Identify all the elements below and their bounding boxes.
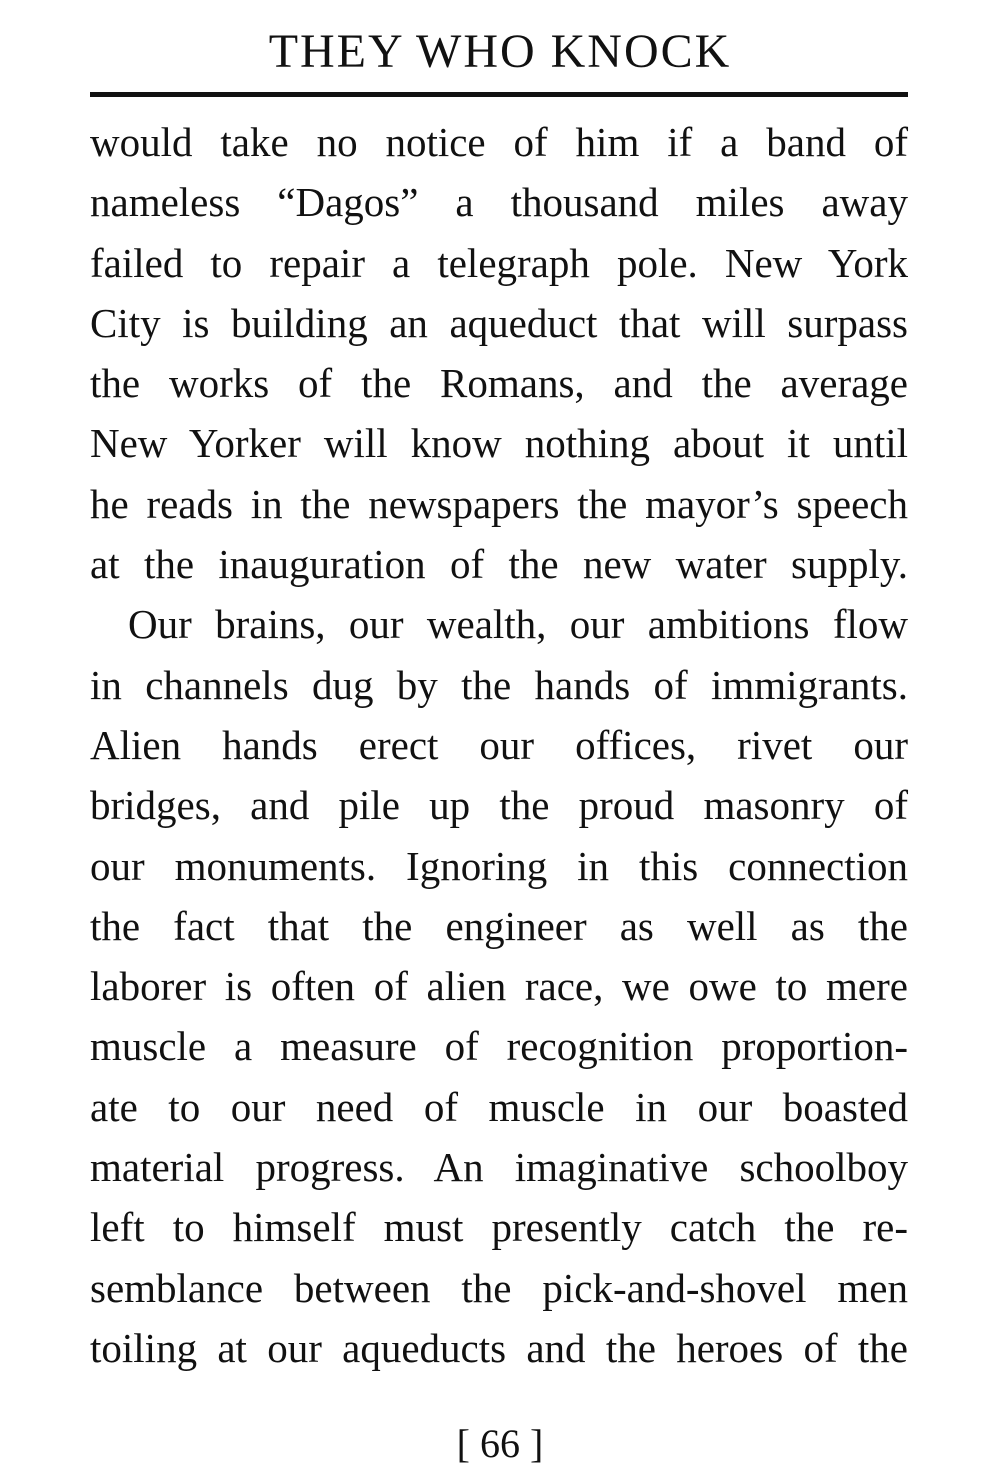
text-line: bridges, and pile up the proud masonry of <box>90 782 908 829</box>
text-line: in channels dug by the hands of immigrants. <box>90 661 908 708</box>
text-line: laborer is often of alien race, we owe to mere <box>90 963 908 1010</box>
text-line: City is building an aqueduct that will surpass <box>90 299 908 346</box>
text-line: toiling at our aqueducts and the heroes of the <box>90 1324 908 1371</box>
paragraph-2 <box>90 594 908 1378</box>
text-line: he reads in the newspapers the mayor’s speech <box>90 480 908 527</box>
text-line: material progress. An imaginative schoolboy <box>90 1144 908 1191</box>
text-line: the works of the Romans, and the average <box>90 360 908 407</box>
body-text <box>90 112 908 1378</box>
header-rule <box>90 92 908 97</box>
text-line: semblance between the pick-and-shovel men <box>90 1264 908 1311</box>
text-line: at the inauguration of the new water supply. <box>90 541 908 588</box>
text-line: left to himself must presently catch the re- <box>90 1204 908 1251</box>
text-line: nameless “Dagos” a thousand miles away <box>90 179 908 226</box>
text-line: failed to repair a telegraph pole. New York <box>90 239 908 286</box>
text-line: our monuments. Ignoring in this connection <box>90 842 908 889</box>
running-title: THEY WHO KNOCK <box>268 25 732 78</box>
text-line: Our brains, our wealth, our ambitions flow <box>128 601 908 648</box>
text-line: ate to our need of muscle in our boasted <box>90 1083 908 1130</box>
text-line: Alien hands erect our offices, rivet our <box>90 721 908 768</box>
text-line: New Yorker will know nothing about it until <box>90 420 908 467</box>
text-line: muscle a measure of recognition proportion- <box>90 1023 908 1070</box>
page-number: [ 66 ] <box>456 1421 544 1466</box>
text-line: would take no notice of him if a band of <box>90 119 908 165</box>
paragraph-1 <box>90 112 908 594</box>
text-line: the fact that the engineer as well as the <box>90 902 908 949</box>
